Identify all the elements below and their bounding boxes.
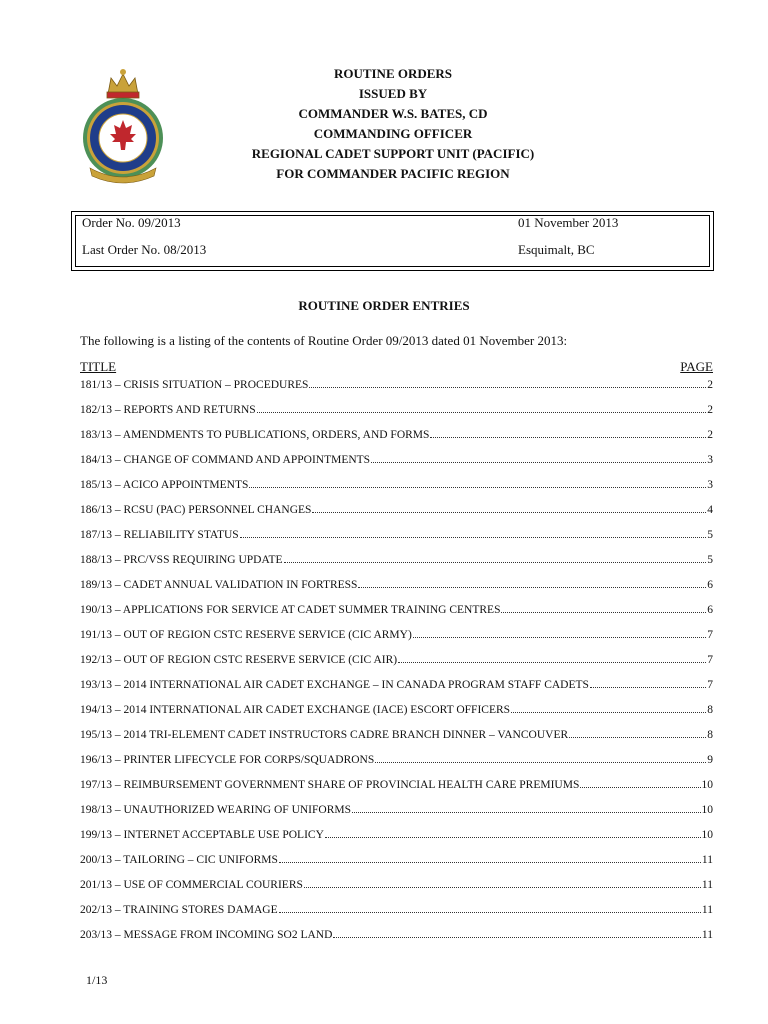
toc-entry[interactable] xyxy=(80,678,713,703)
toc-entry[interactable] xyxy=(80,853,713,878)
header-line: COMMANDER W.S. BATES, CD xyxy=(298,106,488,121)
toc-leader-dots xyxy=(312,503,706,513)
toc-entry-page: 8 xyxy=(707,704,713,716)
toc-entry[interactable] xyxy=(80,753,713,778)
toc-leader-dots xyxy=(501,603,706,613)
toc-entry-title: 200/13 – TAILORING – CIC UNIFORMS xyxy=(80,854,278,866)
toc-entry-page: 8 xyxy=(707,729,713,741)
toc-entry-page: 3 xyxy=(707,479,713,491)
toc-entry-title: 184/13 – CHANGE OF COMMAND AND APPOINTMENTS xyxy=(80,454,371,466)
toc-entry[interactable] xyxy=(80,478,713,503)
entries-title: ROUTINE ORDER ENTRIES xyxy=(298,298,470,313)
toc-leader-dots xyxy=(304,878,701,888)
toc-entry[interactable] xyxy=(80,578,713,603)
toc-entry[interactable] xyxy=(80,403,713,428)
toc-entry[interactable] xyxy=(80,453,713,478)
header-line: ROUTINE ORDERS xyxy=(333,66,453,81)
toc-entry-title: 203/13 – MESSAGE FROM INCOMING SO2 LAND xyxy=(80,929,333,941)
page-indicator: 1/13 xyxy=(86,973,108,987)
toc-leader-dots xyxy=(358,578,706,588)
toc-entry-page: 3 xyxy=(707,454,713,466)
toc-entry-page: 2 xyxy=(707,379,713,391)
header-line: ISSUED BY xyxy=(358,86,428,101)
toc-entry-title: 201/13 – USE OF COMMERCIAL COURIERS xyxy=(80,879,303,891)
toc-entry-page: 7 xyxy=(707,629,713,641)
toc-entry-page: 4 xyxy=(707,504,713,516)
document-header xyxy=(0,64,768,184)
toc-entry[interactable] xyxy=(80,503,713,528)
toc-entry[interactable] xyxy=(80,928,713,953)
toc-entry-title: 189/13 – CADET ANNUAL VALIDATION IN FORTRESS xyxy=(80,579,358,591)
toc-leader-dots xyxy=(413,628,706,638)
toc-leader-dots xyxy=(352,803,701,813)
toc-entry-title: 199/13 – INTERNET ACCEPTABLE USE POLICY xyxy=(80,829,324,841)
toc-entry[interactable] xyxy=(80,653,713,678)
toc-entry-page: 11 xyxy=(701,904,713,916)
toc-entry-page: 11 xyxy=(701,854,713,866)
toc-leader-dots xyxy=(430,428,706,438)
toc-leader-dots xyxy=(569,728,706,738)
toc-leader-dots xyxy=(590,678,706,688)
header-line: FOR COMMANDER PACIFIC REGION xyxy=(276,166,510,181)
toc-entry-title: 188/13 – PRC/VSS REQUIRING UPDATE xyxy=(80,554,283,566)
toc-entry-page: 6 xyxy=(707,604,713,616)
toc-entry-title: 195/13 – 2014 TRI-ELEMENT CADET INSTRUCTORS CADRE BRANCH DINNER – VANCOUVER xyxy=(80,729,569,741)
toc-entry[interactable] xyxy=(80,703,713,728)
toc-leader-dots xyxy=(325,828,701,838)
toc-leader-dots xyxy=(284,553,707,563)
toc-entry-page: 2 xyxy=(707,404,713,416)
toc-leader-dots xyxy=(309,378,706,388)
toc-leader-dots xyxy=(249,478,706,488)
toc-entry[interactable] xyxy=(80,828,713,853)
toc-entry-title: 191/13 – OUT OF REGION CSTC RESERVE SERVICE (CIC ARMY) xyxy=(80,629,412,641)
toc-leader-dots xyxy=(333,928,701,938)
toc-leader-dots xyxy=(511,703,706,713)
toc-entry-title: 183/13 – AMENDMENTS TO PUBLICATIONS, ORDERS, AND FORMS xyxy=(80,429,430,441)
table-of-contents xyxy=(80,378,713,953)
toc-entry-page: 11 xyxy=(701,879,713,891)
toc-entry[interactable] xyxy=(80,803,713,828)
toc-entry[interactable] xyxy=(80,778,713,803)
toc-leader-dots xyxy=(371,453,706,463)
intro-text: The following is a listing of the contents of Routine Order 09/2013 dated 01 November 2013: xyxy=(80,333,568,348)
toc-entry-page: 11 xyxy=(701,929,713,941)
toc-entry-page: 5 xyxy=(707,554,713,566)
toc-leader-dots xyxy=(279,853,701,863)
toc-leader-dots xyxy=(398,653,706,663)
toc-entry-title: 202/13 – TRAINING STORES DAMAGE xyxy=(80,904,278,916)
toc-entry-title: 194/13 – 2014 INTERNATIONAL AIR CADET EXCHANGE (IACE) ESCORT OFFICERS xyxy=(80,704,511,716)
order-number: Order No. 09/2013 xyxy=(82,215,181,230)
toc-entry-title: 190/13 – APPLICATIONS FOR SERVICE AT CADET SUMMER TRAINING CENTRES xyxy=(80,604,501,616)
order-info-box xyxy=(71,211,714,271)
toc-column-title: TITLE xyxy=(80,359,117,374)
toc-entry-page: 2 xyxy=(707,429,713,441)
toc-entry-title: 182/13 – REPORTS AND RETURNS xyxy=(80,404,256,416)
order-location: Esquimalt, BC xyxy=(518,242,595,257)
toc-entry[interactable] xyxy=(80,428,713,453)
toc-entry-title: 186/13 – RCSU (PAC) PERSONNEL CHANGES xyxy=(80,504,312,516)
toc-entry-page: 5 xyxy=(707,529,713,541)
toc-entry-page: 7 xyxy=(707,654,713,666)
toc-leader-dots xyxy=(279,903,701,913)
toc-entry[interactable] xyxy=(80,728,713,753)
toc-column-page: PAGE xyxy=(680,359,713,374)
toc-entry-page: 7 xyxy=(707,679,713,691)
toc-entry-title: 196/13 – PRINTER LIFECYCLE FOR CORPS/SQUADRONS xyxy=(80,754,375,766)
toc-entry[interactable] xyxy=(80,528,713,553)
toc-entry-title: 197/13 – REIMBURSEMENT GOVERNMENT SHARE OF PROVINCIAL HEALTH CARE PREMIUMS xyxy=(80,779,580,791)
toc-entry[interactable] xyxy=(80,628,713,653)
toc-entry-title: 198/13 – UNAUTHORIZED WEARING OF UNIFORMS xyxy=(80,804,351,816)
toc-entry[interactable] xyxy=(80,903,713,928)
toc-leader-dots xyxy=(375,753,706,763)
toc-entry[interactable] xyxy=(80,553,713,578)
toc-entry[interactable] xyxy=(80,878,713,903)
toc-entry-page: 10 xyxy=(701,829,713,841)
toc-entry[interactable] xyxy=(80,603,713,628)
header-line: REGIONAL CADET SUPPORT UNIT (PACIFIC) xyxy=(251,146,535,161)
toc-leader-dots xyxy=(580,778,700,788)
toc-entry-page: 10 xyxy=(701,779,713,791)
toc-leader-dots xyxy=(257,403,707,413)
header-line: COMMANDING OFFICER xyxy=(313,126,473,141)
toc-entry-page: 10 xyxy=(701,804,713,816)
toc-entry-page: 9 xyxy=(707,754,713,766)
last-order-number: Last Order No. 08/2013 xyxy=(82,242,207,257)
toc-entry[interactable] xyxy=(80,378,713,403)
toc-entry-title: 187/13 – RELIABILITY STATUS xyxy=(80,529,239,541)
toc-leader-dots xyxy=(240,528,707,538)
order-date: 01 November 2013 xyxy=(518,215,619,230)
toc-entry-page: 6 xyxy=(707,579,713,591)
toc-entry-title: 193/13 – 2014 INTERNATIONAL AIR CADET EXCHANGE – IN CANADA PROGRAM STAFF CADETS xyxy=(80,679,589,691)
toc-entry-title: 181/13 – CRISIS SITUATION – PROCEDURES xyxy=(80,379,309,391)
toc-entry-title: 185/13 – ACICO APPOINTMENTS xyxy=(80,479,249,491)
toc-entry-title: 192/13 – OUT OF REGION CSTC RESERVE SERVICE (CIC AIR) xyxy=(80,654,398,666)
